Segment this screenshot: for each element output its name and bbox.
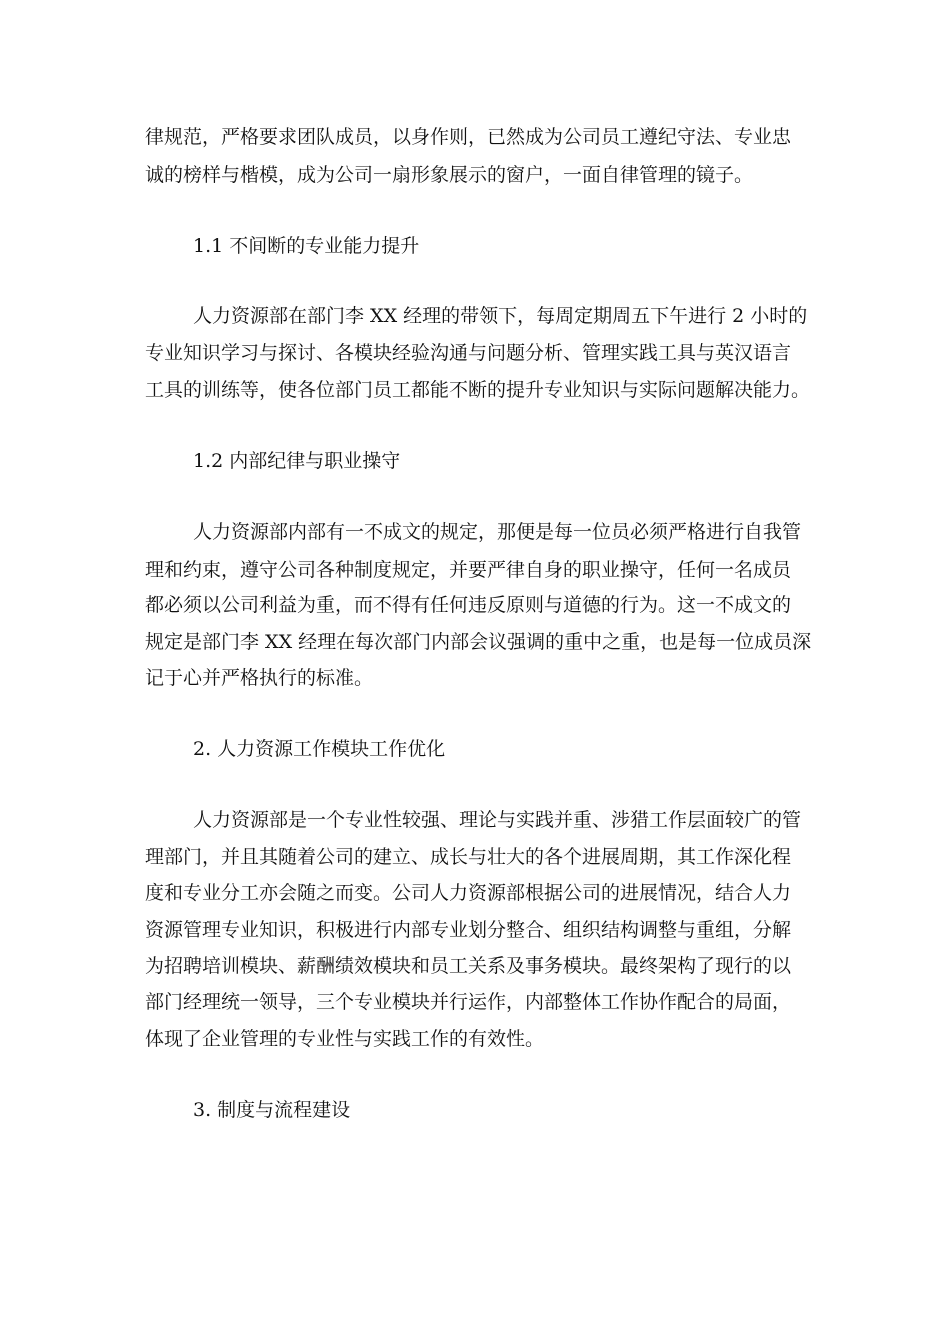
section-2-heading: 2. 人力资源工作模块工作优化 <box>193 738 446 760</box>
intro-line-1: 律规范，严格要求团队成员，以身作则，已然成为公司员工遵纪守法、专业忠 <box>145 126 792 148</box>
section-1-2-line-2: 理和约束，遵守公司各种制度规定，并要严律自身的职业操守，任何一名成员 <box>145 559 792 581</box>
section-2-line-2: 理部门，并且其随着公司的建立、成长与壮大的各个进展周期，其工作深化程 <box>145 846 792 868</box>
section-2-line-4: 资源管理专业知识，积极进行内部专业划分整合、组织结构调整与重组，分解 <box>145 919 792 941</box>
section-2-line-5: 为招聘培训模块、薪酬绩效模块和员工关系及事务模块。最终架构了现行的以 <box>145 955 792 977</box>
section-1-1-line-1: 人力资源部在部门李 XX 经理的带领下，每周定期周五下午进行 2 小时的 <box>193 305 808 327</box>
section-1-2-line-5: 记于心并严格执行的标准。 <box>145 667 374 689</box>
section-1-1-line-2: 专业知识学习与探讨、各模块经验沟通与问题分析、管理实践工具与英汉语言 <box>145 342 792 364</box>
section-1-2-line-1: 人力资源部内部有一不成文的规定，那便是每一位员必须严格进行自我管 <box>193 521 802 543</box>
section-1-1-line-3: 工具的训练等，使各位部门员工都能不断的提升专业知识与实际问题解决能力。 <box>145 379 811 401</box>
intro-line-2: 诚的榜样与楷模，成为公司一扇形象展示的窗户，一面自律管理的镜子。 <box>145 164 754 186</box>
section-2-line-6: 部门经理统一领导，三个专业模块并行运作，内部整体工作协作配合的局面， <box>145 991 792 1013</box>
section-1-2-line-3: 都必须以公司利益为重，而不得有任何违反原则与道德的行为。这一不成文的 <box>145 594 792 616</box>
section-3-heading: 3. 制度与流程建设 <box>193 1099 351 1121</box>
section-2-line-3: 度和专业分工亦会随之而变。公司人力资源部根据公司的进展情况，结合人力 <box>145 882 792 904</box>
section-1-2-line-4: 规定是部门李 XX 经理在每次部门内部会议强调的重中之重，也是每一位成员深 <box>145 631 812 653</box>
section-2-line-1: 人力资源部是一个专业性较强、理论与实践并重、涉猎工作层面较广的管 <box>193 809 802 831</box>
section-2-line-7: 体现了企业管理的专业性与实践工作的有效性。 <box>145 1028 545 1050</box>
section-1-2-heading: 1.2 内部纪律与职业操守 <box>193 450 401 472</box>
section-1-1-heading: 1.1 不间断的专业能力提升 <box>193 235 420 257</box>
